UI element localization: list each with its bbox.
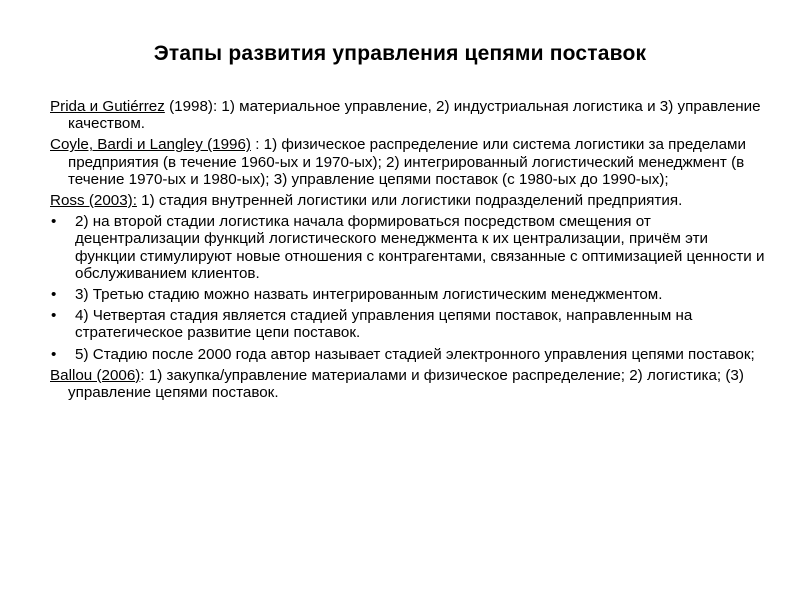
list-item <box>50 307 770 341</box>
bullet-text: 4) Четвертая стадия является стадией управления цепями поставок, направленным на стратегическое развитие цепи поставок. <box>75 307 693 342</box>
paragraph-text: (1998): 1) материальное управление, 2) индустриальная логистика и 3) управление качеством. <box>68 98 761 133</box>
bullet-list <box>50 213 770 363</box>
bullet-text: 2) на второй стадии логистика начала формироваться посредством смещения от децентрализации функций логистического менеджмента к их централизации, причём эти функции стимулируют новые отношения с контрагентами, связанные с оптимизацией ценности и обслуживанием клиентов. <box>75 213 765 282</box>
paragraph-text: : 1) физическое распределение или система логистики за пределами предприятия (в течение 1960-ых и 1970-ых); 2) интегрированный логистический менеджмент (в течение 1970-ых и 1980-ых); 3) управление цепями поставок (с 1980-ых до 1990-ых); <box>68 136 746 188</box>
slide-title: Этапы развития управления цепями поставок <box>153 42 647 65</box>
citation-prida: Prida и Gutiérrez <box>50 98 165 115</box>
bullet-icon: • <box>51 345 57 363</box>
bullet-text: 5) Стадию после 2000 года автор называет стадией электронного управления цепями поставок; <box>75 345 755 363</box>
bullet-text: 3) Третью стадию можно назвать интегрированным логистическим менеджментом. <box>75 286 663 304</box>
bullet-icon: • <box>51 307 57 325</box>
paragraph-ross <box>50 192 770 209</box>
list-item <box>50 346 770 363</box>
slide-content <box>50 98 770 405</box>
paragraph-text: 1) стадия внутренней логистики или логистики подразделений предприятия. <box>136 192 683 210</box>
bullet-icon: • <box>51 286 57 304</box>
paragraph-prida <box>50 98 770 132</box>
paragraph-ballou <box>50 367 770 401</box>
citation-ross: Ross (2003): <box>50 192 137 210</box>
paragraph-text: : 1) закупка/управление материалами и физическое распределение; 2) логистика; (3) управление цепями поставок. <box>68 366 744 402</box>
list-item <box>50 213 770 282</box>
citation-ballou: Ballou (2006) <box>50 366 141 384</box>
list-item <box>50 286 770 303</box>
citation-coyle: Coyle, Bardi и Langley (1996) <box>50 136 251 154</box>
bullet-icon: • <box>51 213 57 231</box>
paragraph-coyle <box>50 136 770 188</box>
